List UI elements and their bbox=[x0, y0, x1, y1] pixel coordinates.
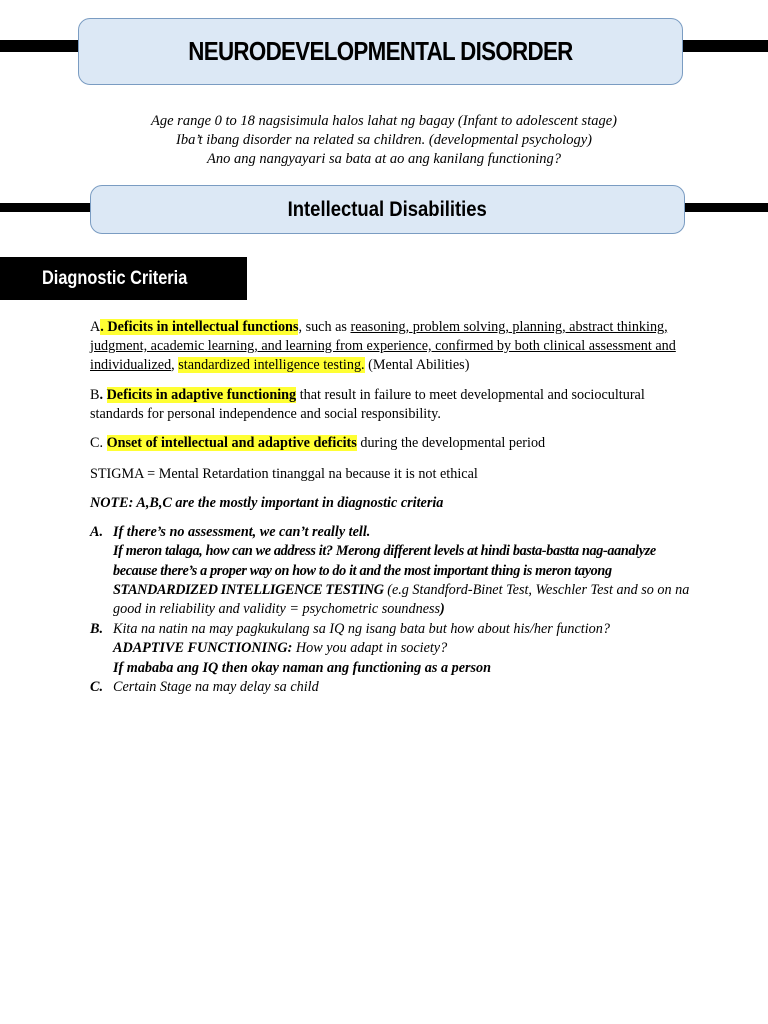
criterion-b-dot: . bbox=[99, 387, 107, 403]
criteria-header-text: Diagnostic Criteria bbox=[42, 267, 188, 289]
section-title-text: Intellectual Disabilities bbox=[287, 197, 488, 221]
list-item-c-label: C. bbox=[90, 679, 104, 695]
list-item-a bbox=[90, 523, 690, 619]
criterion-a-examples: reasoning, problem solving, planning, abstract thinking, judgment, academic learning, and learning from experience, confirmed by both clinical assessment and individualized bbox=[90, 319, 676, 373]
intro-line-1: Age range 0 to 18 nagsisimula halos lahat ng bagay (Infant to adolescent stage) bbox=[151, 113, 617, 129]
criteria-header bbox=[0, 257, 247, 300]
list-item-a-line-2-tail: (e.g Standford-Binet Test, Weschler Test and so on na good in reliability and validity = psychometric soundness bbox=[113, 581, 690, 618]
criterion-a-comma: , bbox=[171, 357, 179, 373]
list-item-b-line-2-rest: How you adapt in society? bbox=[292, 640, 448, 657]
header-rule-right bbox=[682, 40, 768, 52]
criterion-a-heading: . Deficits in intellectual functions bbox=[100, 319, 299, 335]
section-rule-right bbox=[684, 203, 768, 212]
criterion-c-prefix: C. bbox=[90, 435, 107, 451]
criterion-b-rest: that result in failure to meet developmental and sociocultural standards for personal independence and social responsibility. bbox=[90, 387, 645, 422]
page-title bbox=[78, 18, 683, 85]
list-item-a-line-1: If there’s no assessment, we can’t really tell. bbox=[113, 524, 371, 540]
section-title bbox=[90, 185, 685, 234]
list-item-b-line-2-bold: ADAPTIVE FUNCTIONING: bbox=[113, 640, 293, 657]
intro-line-3: Ano ang nangyayari sa bata at ao ang kanilang functioning? bbox=[206, 151, 562, 167]
criterion-a-prefix: A bbox=[90, 319, 101, 335]
criterion-b-prefix: B bbox=[90, 387, 100, 403]
criterion-a-mid: , such as bbox=[298, 319, 351, 335]
criterion-a-testing: standardized intelligence testing. bbox=[178, 357, 365, 373]
criterion-a bbox=[90, 318, 690, 375]
importance-note: NOTE: A,B,C are the mostly important in diagnostic criteria bbox=[90, 495, 444, 511]
criterion-c-heading: Onset of intellectual and adaptive deficits bbox=[106, 435, 357, 451]
header-rule-left bbox=[0, 40, 80, 52]
section-rule-left bbox=[0, 203, 92, 212]
list-item-a-label: A. bbox=[90, 524, 104, 540]
page-title-text: NEURODEVELOPMENTAL DISORDER bbox=[188, 36, 573, 66]
list-item-b-label: B. bbox=[90, 621, 104, 637]
criterion-b bbox=[90, 386, 690, 424]
list-item-b bbox=[90, 620, 690, 678]
list-item-a-line-2-close: ) bbox=[440, 601, 445, 618]
list-item-a-line-2: If meron talaga, how can we address it? Merong different levels at hindi basta-bastta nag-aanalyze because there’s a proper way on how to do it and the most important thing is meron tayong STANDARDIZED INTELLIGENCE TESTING bbox=[113, 543, 656, 598]
list-item-c bbox=[90, 678, 690, 697]
criterion-b-heading: Deficits in adaptive functioning bbox=[106, 387, 297, 403]
criterion-c bbox=[90, 434, 690, 453]
list-item-b-line-1: Kita na natin na may pagkukulang sa IQ ng isang bata but how about his/her function? bbox=[113, 621, 610, 637]
list-item-c-line-1: Certain Stage na may delay sa child bbox=[113, 679, 319, 695]
criterion-c-rest: during the developmental period bbox=[356, 435, 546, 451]
list-item-b-line-3: If mababa ang IQ then okay naman ang functioning as a person bbox=[113, 659, 492, 676]
stigma-note: STIGMA = Mental Retardation tinanggal na because it is not ethical bbox=[90, 466, 478, 482]
intro-line-2: Iba’t ibang disorder na related sa children. (developmental psychology) bbox=[176, 132, 592, 148]
criterion-a-suffix: (Mental Abilities) bbox=[364, 357, 470, 373]
